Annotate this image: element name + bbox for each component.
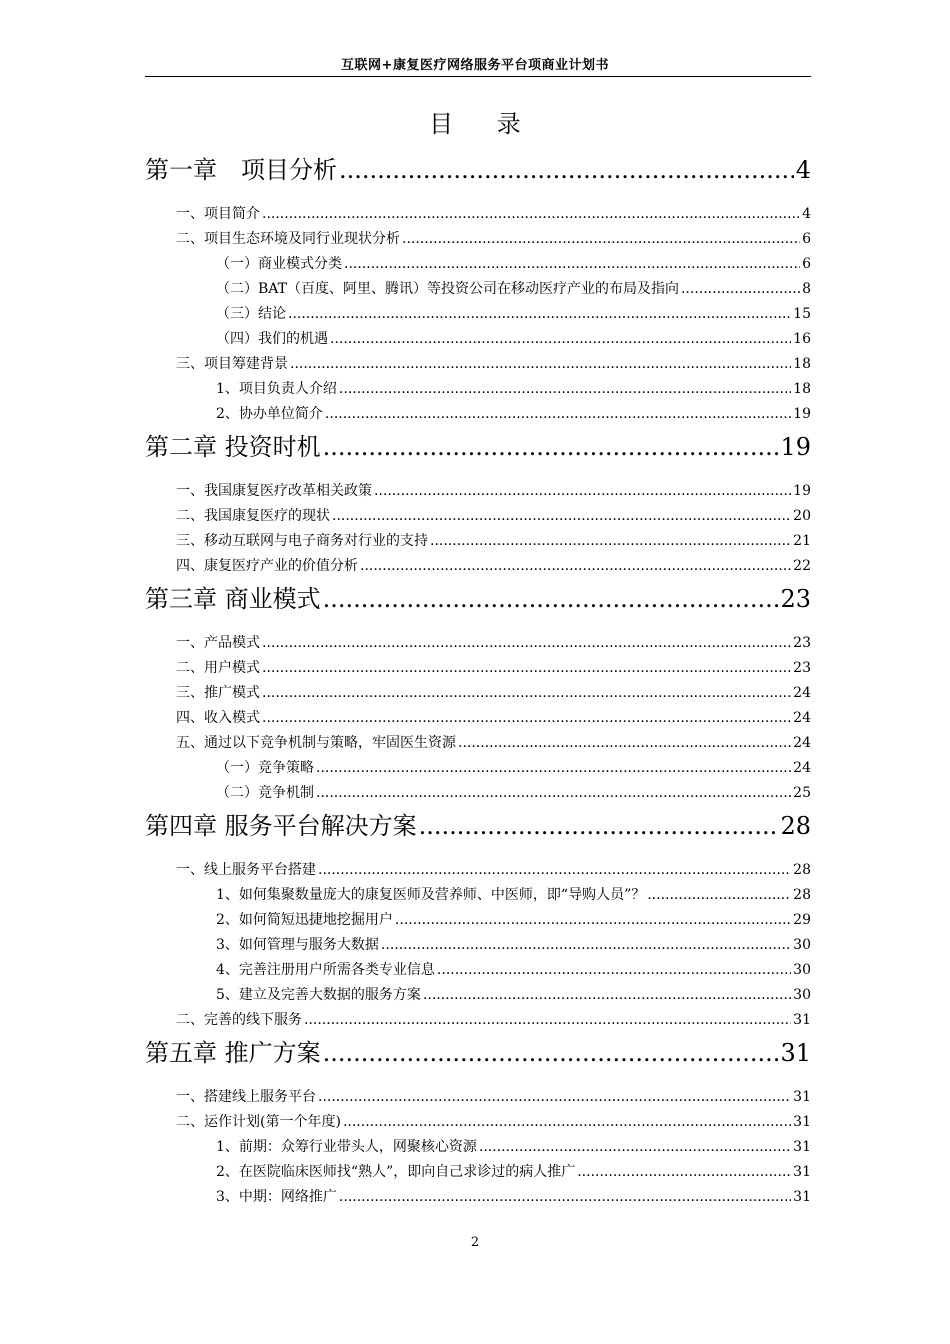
toc-dot-leader xyxy=(288,302,791,327)
toc-entry-label: 二、我国康复医疗的现状 xyxy=(176,508,330,524)
toc-entry[interactable] xyxy=(145,983,811,1008)
toc-dot-leader xyxy=(339,377,791,402)
toc-dot-leader xyxy=(323,1033,779,1073)
toc-entry-label: 四、康复医疗产业的价值分析 xyxy=(176,558,358,574)
toc-entry-page: 8 xyxy=(802,281,811,297)
toc-entry-page: 19 xyxy=(793,406,811,422)
toc-entry-label: 3、中期：网络推广 xyxy=(216,1189,337,1205)
toc-dot-leader xyxy=(316,756,791,781)
toc-entry[interactable] xyxy=(145,1110,811,1135)
toc-dot-leader xyxy=(262,656,791,681)
toc-dot-leader xyxy=(395,908,791,933)
toc-entry-label: 五、通过以下竞争机制与策略，牢固医生资源 xyxy=(176,735,456,751)
toc-dot-leader xyxy=(423,983,791,1008)
toc-entry[interactable] xyxy=(145,858,811,883)
toc-entry-label: 一、产品模式 xyxy=(176,635,260,651)
toc-entry[interactable] xyxy=(145,781,811,806)
toc-entry-label: 一、项目简介 xyxy=(176,206,260,222)
toc-entry-page: 31 xyxy=(793,1164,811,1180)
toc-entry-label: 二、运作计划(第一个年度) xyxy=(176,1114,341,1130)
toc-entry-label: 第一章 项目分析 xyxy=(145,156,337,184)
toc-entry[interactable] xyxy=(145,656,811,681)
toc-chapter[interactable] xyxy=(145,806,811,846)
toc-dot-leader xyxy=(343,1110,791,1135)
toc-entry-label: 二、完善的线下服务 xyxy=(176,1012,302,1028)
toc-entry-label: 四、收入模式 xyxy=(176,710,260,726)
toc-entry-page: 21 xyxy=(793,533,811,549)
toc-entry-label: 一、我国康复医疗改革相关政策 xyxy=(176,483,372,499)
toc-entry-page: 31 xyxy=(780,1039,811,1067)
toc-entry-label: （二）竞争机制 xyxy=(216,785,314,801)
toc-entry-page: 6 xyxy=(802,231,811,247)
toc-entry-page: 31 xyxy=(793,1189,811,1205)
toc-entry-label: 1、前期：众筹行业带头人，网聚核心资源 xyxy=(216,1139,477,1155)
toc-entry[interactable] xyxy=(145,958,811,983)
toc-entry[interactable] xyxy=(145,479,811,504)
toc-entry-page: 28 xyxy=(780,812,811,840)
toc-entry[interactable] xyxy=(145,681,811,706)
toc-dot-leader xyxy=(262,706,791,731)
toc-entry-page: 31 xyxy=(793,1089,811,1105)
toc-entry-page: 23 xyxy=(780,585,811,613)
toc-entry[interactable] xyxy=(145,202,811,227)
toc-entry-page: 23 xyxy=(793,635,811,651)
toc-entry-page: 6 xyxy=(802,256,811,272)
toc-entry-label: 1、如何集聚数量庞大的康复医师及营养师、中医师，即“导购人员”？ xyxy=(216,887,646,903)
toc-entry-page: 20 xyxy=(793,508,811,524)
toc-entry[interactable] xyxy=(145,933,811,958)
toc-entry[interactable] xyxy=(145,227,811,252)
toc-entry-label: 一、搭建线上服务平台 xyxy=(176,1089,316,1105)
toc-entry-label: 3、如何管理与服务大数据 xyxy=(216,937,379,953)
toc-dot-leader xyxy=(262,631,791,656)
toc-dot-leader xyxy=(360,554,791,579)
toc-title: 目 录 xyxy=(429,110,539,138)
toc-entry-label: 一、线上服务平台搭建 xyxy=(176,862,316,878)
toc-entry-page: 31 xyxy=(793,1114,811,1130)
header-rule xyxy=(145,76,811,77)
toc-entry-page: 16 xyxy=(793,331,811,347)
toc-dot-leader xyxy=(430,529,791,554)
toc-entry[interactable] xyxy=(145,402,811,427)
toc-dot-leader xyxy=(437,958,791,983)
toc-entry[interactable] xyxy=(145,327,811,352)
toc-dot-leader xyxy=(304,1008,791,1033)
toc-entry-page: 28 xyxy=(793,887,811,903)
toc-entry-page: 24 xyxy=(793,735,811,751)
toc-entry[interactable] xyxy=(145,908,811,933)
toc-entry[interactable] xyxy=(145,277,811,302)
toc-entry-label: 2、协办单位简介 xyxy=(216,406,323,422)
toc-entry-page: 18 xyxy=(793,381,811,397)
toc-dot-leader xyxy=(577,1160,791,1185)
toc-entry-label: 4、完善注册用户所需各类专业信息 xyxy=(216,962,435,978)
toc-entry[interactable] xyxy=(145,529,811,554)
table-of-contents xyxy=(145,150,811,1210)
toc-dot-leader xyxy=(381,933,791,958)
toc-dot-leader xyxy=(647,883,791,908)
toc-entry-page: 19 xyxy=(793,483,811,499)
toc-entry-page: 31 xyxy=(793,1012,811,1028)
toc-dot-leader xyxy=(318,858,791,883)
toc-dot-leader xyxy=(458,731,791,756)
toc-entry-label: 第四章 服务平台解决方案 xyxy=(145,812,417,840)
toc-entry-page: 31 xyxy=(793,1139,811,1155)
document-header: 互联网+康复医疗网络服务平台项商业计划书 xyxy=(341,58,609,73)
toc-entry[interactable] xyxy=(145,631,811,656)
toc-entry[interactable] xyxy=(145,352,811,377)
toc-entry-page: 19 xyxy=(780,433,811,461)
toc-dot-leader xyxy=(339,150,794,190)
toc-dot-leader xyxy=(332,504,791,529)
toc-entry-page: 22 xyxy=(793,558,811,574)
toc-entry-label: 三、推广模式 xyxy=(176,685,260,701)
toc-dot-leader xyxy=(419,806,779,846)
toc-dot-leader xyxy=(479,1135,791,1160)
toc-dot-leader xyxy=(318,1085,791,1110)
toc-entry-page: 24 xyxy=(793,685,811,701)
toc-entry-page: 23 xyxy=(793,660,811,676)
toc-entry[interactable] xyxy=(145,1135,811,1160)
toc-entry[interactable] xyxy=(145,1008,811,1033)
toc-dot-leader xyxy=(344,252,800,277)
toc-dot-leader xyxy=(681,277,800,302)
toc-entry[interactable] xyxy=(145,1160,811,1185)
toc-entry-label: 三、移动互联网与电子商务对行业的支持 xyxy=(176,533,428,549)
toc-entry-label: 1、项目负责人介绍 xyxy=(216,381,337,397)
toc-entry-page: 24 xyxy=(793,760,811,776)
toc-chapter[interactable] xyxy=(145,1033,811,1073)
toc-dot-leader xyxy=(262,681,791,706)
toc-chapter[interactable] xyxy=(145,150,811,190)
toc-entry-label: 2、如何简短迅捷地挖掘用户 xyxy=(216,912,393,928)
toc-entry[interactable] xyxy=(145,731,811,756)
toc-entry[interactable] xyxy=(145,302,811,327)
toc-entry-page: 15 xyxy=(793,306,811,322)
toc-entry[interactable] xyxy=(145,706,811,731)
toc-entry-label: 5、建立及完善大数据的服务方案 xyxy=(216,987,421,1003)
toc-chapter[interactable] xyxy=(145,427,811,467)
toc-entry-label: （一）商业模式分类 xyxy=(216,256,342,272)
toc-entry-page: 18 xyxy=(793,356,811,372)
toc-entry-label: 三、项目筹建背景 xyxy=(176,356,288,372)
toc-dot-leader xyxy=(374,479,791,504)
toc-dot-leader xyxy=(339,1185,791,1210)
toc-entry-page: 4 xyxy=(795,156,811,184)
toc-entry-label: 第三章 商业模式 xyxy=(145,585,321,613)
toc-entry-page: 4 xyxy=(802,206,811,222)
toc-entry[interactable] xyxy=(145,756,811,781)
toc-entry-label: 二、项目生态环境及同行业现状分析 xyxy=(176,231,400,247)
toc-entry-page: 30 xyxy=(793,987,811,1003)
toc-entry[interactable] xyxy=(145,554,811,579)
toc-entry[interactable] xyxy=(145,377,811,402)
toc-entry-page: 30 xyxy=(793,962,811,978)
toc-chapter[interactable] xyxy=(145,579,811,619)
toc-entry[interactable] xyxy=(145,1085,811,1110)
toc-entry-label: 第二章 投资时机 xyxy=(145,433,321,461)
toc-entry-page: 29 xyxy=(793,912,811,928)
toc-dot-leader xyxy=(316,781,791,806)
toc-dot-leader xyxy=(402,227,800,252)
toc-entry-page: 24 xyxy=(793,710,811,726)
toc-entry-label: 2、在医院临床医师找“熟人”，即向自己求诊过的病人推广 xyxy=(216,1164,576,1180)
toc-entry-label: 二、用户模式 xyxy=(176,660,260,676)
toc-entry[interactable] xyxy=(145,504,811,529)
toc-entry-label: （一）竞争策略 xyxy=(216,760,314,776)
toc-entry-label: 第五章 推广方案 xyxy=(145,1039,321,1067)
toc-dot-leader xyxy=(330,327,791,352)
toc-entry-label: （二）BAT（百度、阿里、腾讯）等投资公司在移动医疗产业的布局及指向 xyxy=(216,281,679,297)
toc-entry[interactable] xyxy=(145,883,811,908)
page-number: 2 xyxy=(470,1235,480,1250)
toc-entry-label: （四）我们的机遇 xyxy=(216,331,328,347)
toc-dot-leader xyxy=(290,352,791,377)
toc-entry-label: （三）结论 xyxy=(216,306,286,322)
toc-entry-page: 25 xyxy=(793,785,811,801)
toc-dot-leader xyxy=(262,202,800,227)
toc-entry[interactable] xyxy=(145,252,811,277)
toc-entry[interactable] xyxy=(145,1185,811,1210)
toc-entry-page: 30 xyxy=(793,937,811,953)
toc-dot-leader xyxy=(325,402,791,427)
toc-entry-page: 28 xyxy=(793,862,811,878)
toc-dot-leader xyxy=(323,579,779,619)
toc-dot-leader xyxy=(323,427,779,467)
